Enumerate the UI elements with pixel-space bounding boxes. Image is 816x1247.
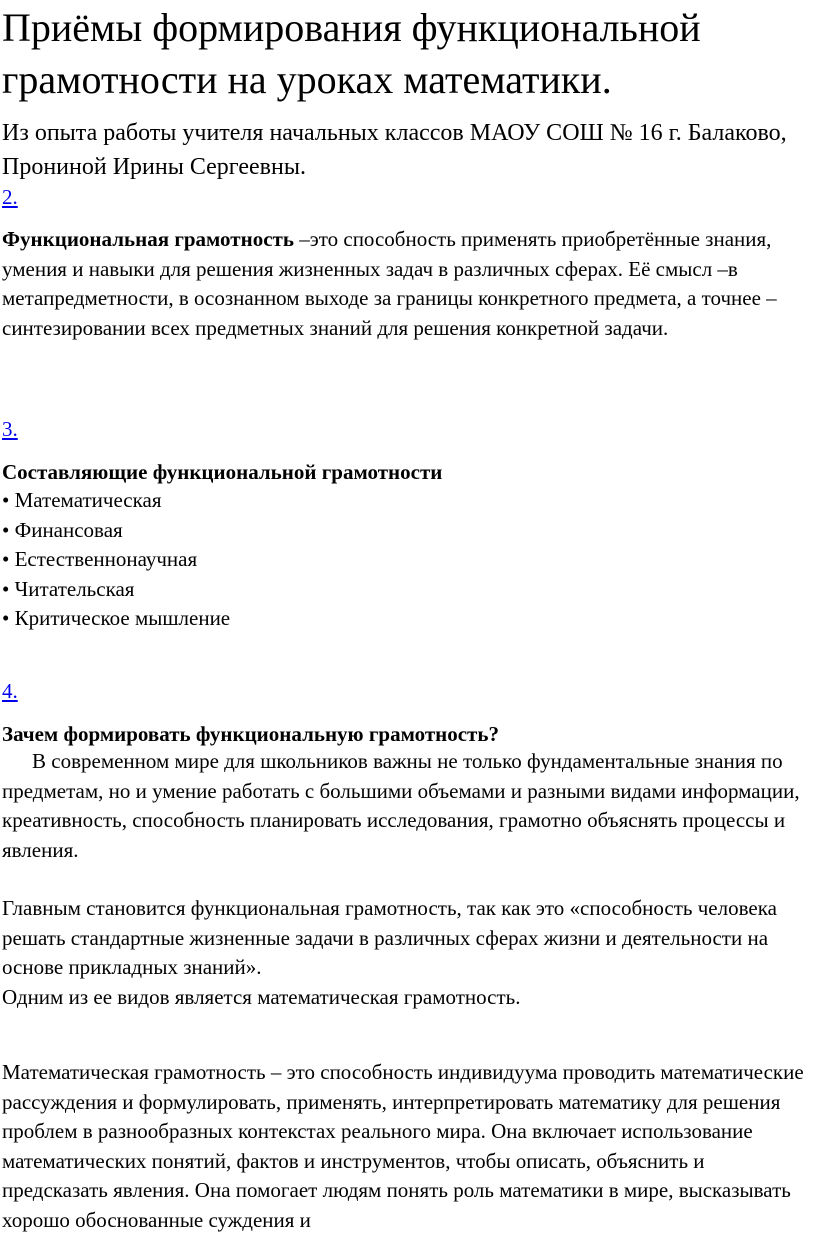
document-title: Приёмы формирования функциональной грамотности на уроках математики.: [2, 5, 701, 102]
definition-text: –это способность применять приобретённые знания, умения и навыки для решения жизненных задач в различных сферах. Её смысл –в метапредметности, в осознанном выходе за границы конкретного предмета, а точнее – синтезировании всех предметных знаний для решения конкретной задачи.: [2, 227, 777, 340]
why-paragraph-text: В современном мире для школьников важны не только фундаментальные знания по предметам, но и умение работать с большими объемами и разными видами информации, креативность, способность планировать исследования, грамотно объяснять процессы и явления.: [2, 749, 800, 862]
slide-link-2[interactable]: 2.: [2, 185, 18, 209]
components-heading: Составляющие функциональной грамотности: [2, 460, 443, 484]
why-heading: Зачем формировать функциональную грамотность?: [2, 722, 499, 746]
list-item: • Финансовая: [2, 516, 812, 546]
slide-link-4[interactable]: 4.: [2, 679, 18, 703]
main-literacy-paragraph: Главным становится функциональная грамотность, так как это «способность человека решать стандартные жизненные задачи в различных сферах жизни и деятельности на основе прикладных знаний».: [2, 896, 777, 979]
list-item: • Математическая: [2, 486, 812, 516]
components-list: [2, 486, 812, 634]
definition-term: Функциональная грамотность: [2, 227, 294, 251]
math-literacy-intro: Одним из ее видов является математическая грамотность.: [2, 985, 521, 1009]
list-item: • Естественнонаучная: [2, 545, 812, 575]
slide-link-3[interactable]: 3.: [2, 417, 18, 441]
list-item: • Критическое мышление: [2, 604, 812, 634]
why-paragraph: [2, 747, 812, 865]
math-literacy-definition: Математическая грамотность – это способность индивидуума проводить математические рассуждения и формулировать, применять, интерпретировать математику для решения проблем в разнообразных контекстах реального мира. Она включает использование математических понятий, фактов и инструментов, чтобы описать, объяснить и предсказать явления. Она помогает людям понять роль математики в мире, высказывать хорошо обоснованные суждения и: [2, 1060, 804, 1232]
document-subtitle: Из опыта работы учителя начальных классов МАОУ СОШ № 16 г. Балаково, Прониной Ирины Сергеевны.: [2, 120, 787, 180]
list-item: • Читательская: [2, 575, 812, 605]
definition-paragraph: [2, 225, 812, 343]
